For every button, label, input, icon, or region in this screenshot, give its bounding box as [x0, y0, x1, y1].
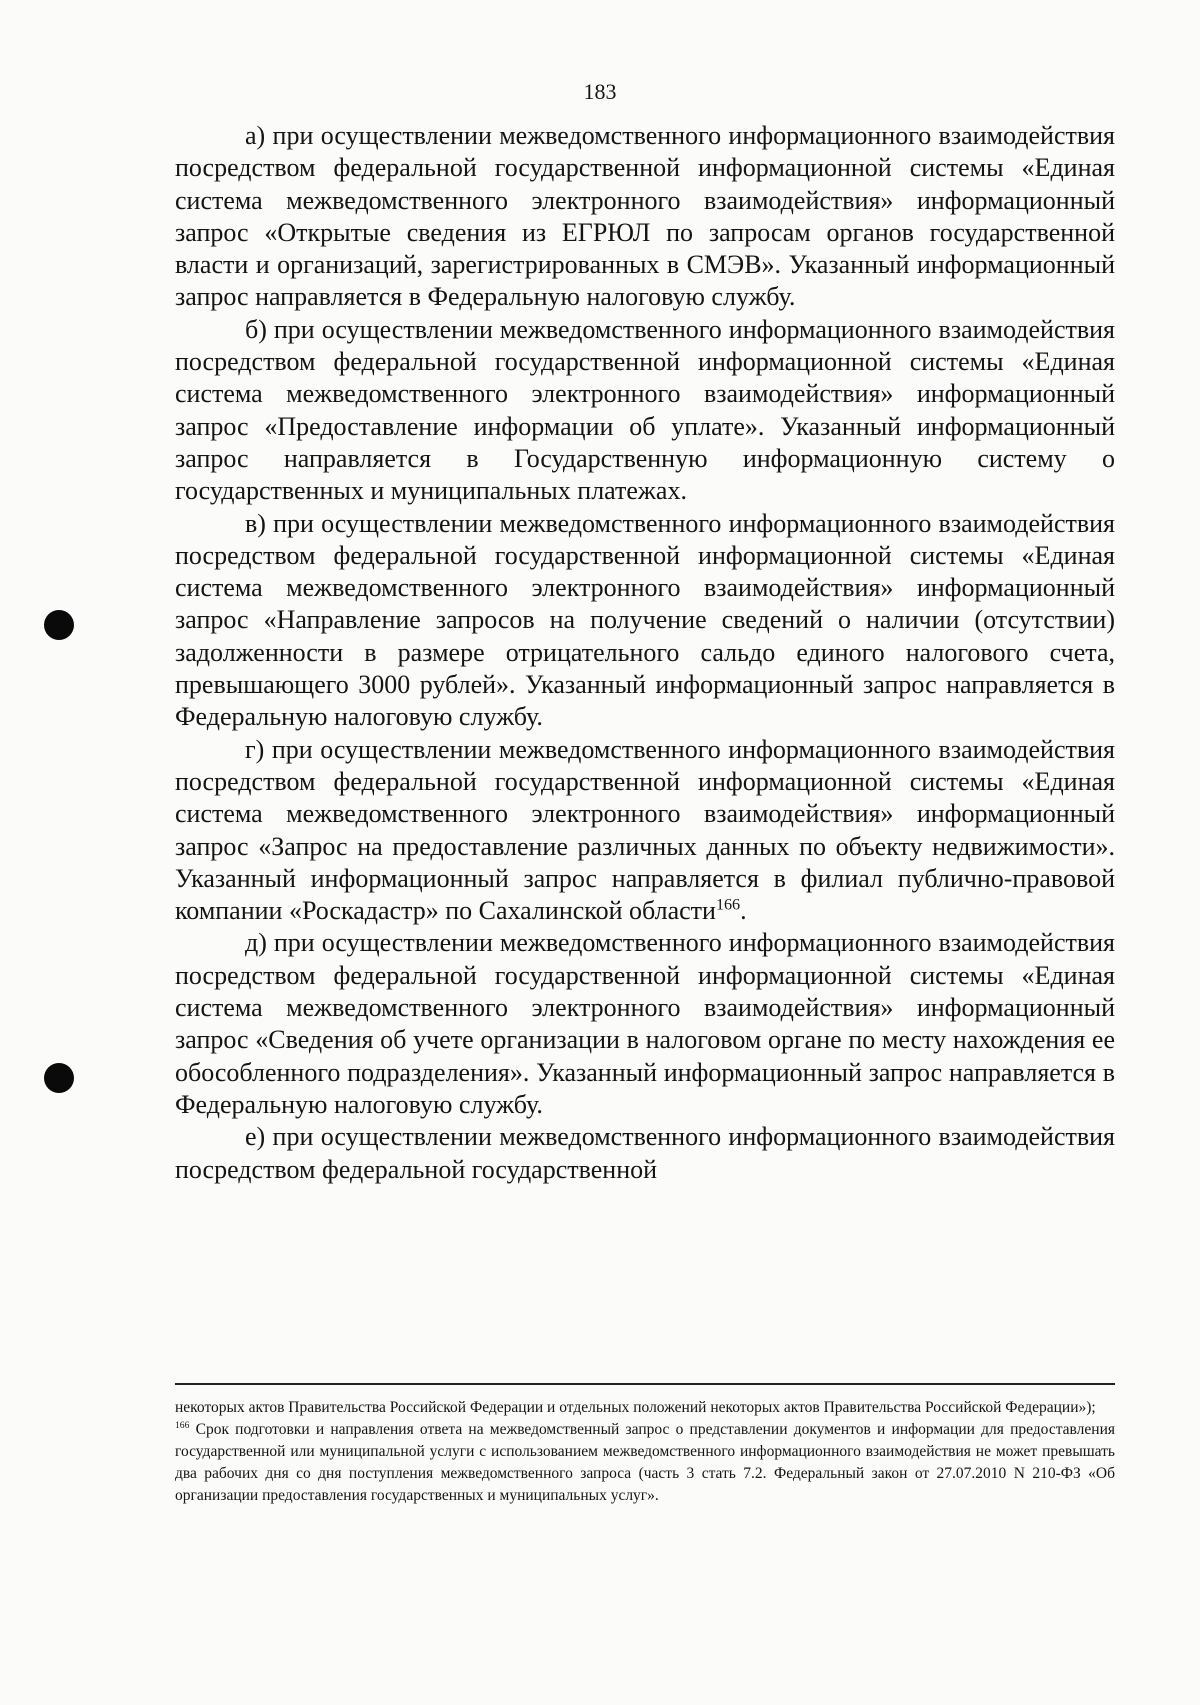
main-text: [175, 120, 1115, 1186]
footnote-separator: [175, 1383, 1115, 1385]
footnotes: [175, 1397, 1115, 1507]
footnote-continuation: некоторых актов Правительства Российской Федерации и отдельных положений некоторых актов Правительства Российской Федерации»);: [175, 1399, 1096, 1416]
punch-hole-mark: [44, 1063, 74, 1093]
punch-hole-mark: [44, 610, 74, 640]
footnote-reference[interactable]: 166: [715, 896, 741, 914]
footnote-166: [175, 1419, 1115, 1507]
paragraph-v: в) при осуществлении межведомственного информационного взаимодействия посредством федеральной государственной информационной системы «Единая система межведомственного электронного взаимодействия» информационный запрос «Направление запросов на получение сведений о наличии (отсутствии) задолженности в размере отрицательного сальдо единого налогового счета, превышающего 3000 рублей». Указанный информационный запрос направляется в Федеральную налоговую службу.: [175, 508, 1115, 732]
paragraph-e: е) при осуществлении межведомственного информационного взаимодействия посредством федеральной государственной: [175, 1122, 1115, 1184]
paragraph-a: а) при осуществлении межведомственного информационного взаимодействия посредством федеральной государственной информационной системы «Единая система межведомственного электронного взаимодействия» информационный запрос «Открытые сведения из ЕГРЮЛ по запросам органов государственной власти и организаций, зарегистрированных в СМЭВ». Указанный информационный запрос направляется в Федеральную налоговую службу.: [175, 121, 1115, 312]
paragraph-b: б) при осуществлении межведомственного информационного взаимодействия посредством федеральной государственной информационной системы «Единая система межведомственного электронного взаимодействия» информационный запрос «Предоставление информации об уплате». Указанный информационный запрос направляется в Государственную информационную систему о государственных и муниципальных платежах.: [175, 314, 1115, 506]
paragraph-g-tail: .: [740, 896, 747, 926]
paragraph-g-text: г) при осуществлении межведомственного информационного взаимодействия посредством федеральной государственной информационной системы «Единая система межведомственного электронного взаимодействия» информационный запрос «Запрос на предоставление различных данных по объекту недвижимости». Указанный информационный запрос направляется в филиал публично-правовой компании «Роскадастр» по Сахалинской области: [175, 734, 1115, 926]
paragraph-d: д) при осуществлении межведомственного информационного взаимодействия посредством федеральной государственной информационной системы «Единая система межведомственного электронного взаимодействия» информационный запрос «Сведения об учете организации в налоговом органе по месту нахождения ее обособленного подразделения». Указанный информационный запрос направляется в Федеральную налоговую службу.: [175, 928, 1115, 1119]
paragraph-g: [175, 734, 1115, 928]
footnote-mark: 166: [175, 1419, 190, 1431]
footnote-166-text: Срок подготовки и направления ответа на межведомственный запрос о представлении документов и информации для предоставления государственной или муниципальной услуги с использованием межведомственного информационного взаимодействия не может превышать два рабочих дня со дня поступления межведомственного запроса (часть 3 стать 7.2. Федеральный закон от 27.07.2010 N 210-ФЗ «Об организации предоставления государственных и муниципальных услуг».: [175, 1421, 1115, 1504]
page-number: 183: [583, 79, 617, 104]
